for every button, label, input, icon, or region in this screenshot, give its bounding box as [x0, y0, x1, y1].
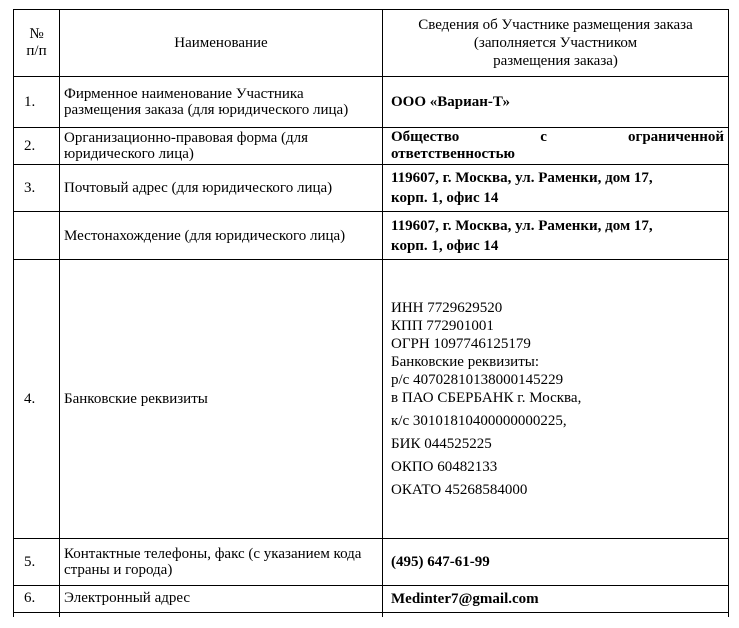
row-value: Medinter7@gmail.com: [383, 586, 729, 613]
row-value: [383, 165, 729, 212]
bank-kpp: КПП 772901001: [391, 318, 494, 334]
bank-account: р/с 40702810138000145229: [391, 372, 564, 388]
table-row: [14, 586, 729, 613]
bank-bik: БИК 044525225: [391, 436, 492, 452]
bank-corr-account: к/с 30101810400000000225,: [391, 413, 567, 429]
bank-ogrn: ОГРН 1097746125179: [391, 336, 531, 352]
table-row: [14, 539, 729, 586]
row-name: Почтовый адрес (для юридического лица): [60, 165, 383, 212]
bank-name: в ПАО СБЕРБАНК г. Москва,: [391, 390, 582, 406]
row-value-line1: 119607, г. Москва, ул. Раменки, дом 17,: [391, 217, 653, 234]
row-name: Организационно-правовая форма (для юридического лица): [60, 128, 383, 165]
table-header-row: [14, 10, 729, 77]
bank-details: [383, 260, 729, 539]
row-name: Контактные телефоны, факс (с указанием кода страны и города): [60, 539, 383, 586]
participant-info-table: [13, 9, 729, 617]
header-name: Наименование: [60, 10, 383, 77]
table-row: [14, 165, 729, 212]
header-number: [14, 10, 60, 77]
bank-okpo: ОКПО 60482133: [391, 459, 498, 475]
row-name: Фирменное наименование Участника размещения заказа (для юридического лица): [60, 77, 383, 128]
table-row: [14, 128, 729, 165]
table-row: [14, 212, 729, 260]
row-number: 4.: [14, 260, 60, 539]
bank-inn: ИНН 7729629520: [391, 300, 503, 316]
row-value-line2: ответственностью: [391, 146, 515, 162]
header-info-line3: размещения заказа): [493, 53, 618, 69]
row-name: Местонахождение (для юридического лица): [60, 212, 383, 260]
row-value: [383, 128, 729, 165]
table-row: [14, 77, 729, 128]
header-info-line1: Сведения об Участнике размещения заказа: [418, 17, 693, 33]
row-number: 5.: [14, 539, 60, 586]
row-value: ООО «Вариан-Т»: [383, 77, 729, 128]
bank-okato: ОКАТО 45268584000: [391, 482, 528, 498]
row-value-line2: корп. 1, офис 14: [391, 190, 499, 206]
row-name: Банковские реквизиты: [60, 260, 383, 539]
table-row-continuation: [14, 613, 729, 618]
row-number: 1.: [14, 77, 60, 128]
row-value: [383, 212, 729, 260]
table-row: [14, 260, 729, 539]
row-number: 2.: [14, 128, 60, 165]
row-number: 3.: [14, 165, 60, 212]
row-value: (495) 647-61-99: [383, 539, 729, 586]
header-number-line2: п/п: [26, 43, 47, 59]
bank-heading: Банковские реквизиты:: [391, 354, 540, 370]
header-info-line2: (заполняется Участником: [473, 35, 638, 51]
row-value-line1: Общество с ограниченной: [391, 129, 724, 145]
header-number-line1: №: [29, 26, 44, 42]
row-value-line1: 119607, г. Москва, ул. Раменки, дом 17,: [391, 170, 653, 186]
header-info: [383, 10, 729, 77]
row-value-line2: корп. 1, офис 14: [391, 237, 499, 254]
row-number: 6.: [14, 586, 60, 613]
row-name: Электронный адрес: [60, 586, 383, 613]
row-number: [14, 212, 60, 260]
